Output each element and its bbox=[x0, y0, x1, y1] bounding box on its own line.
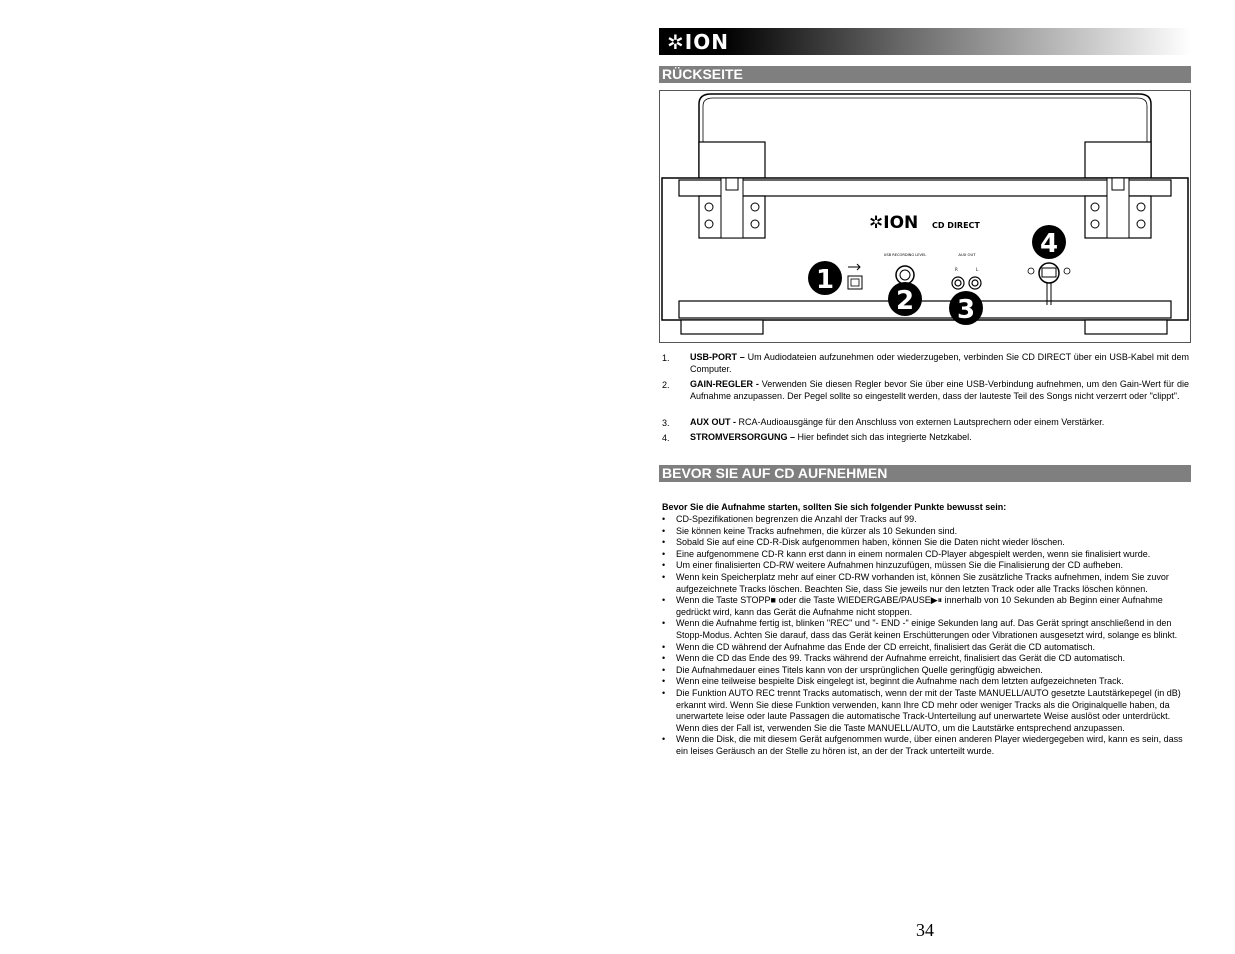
aux-out-label: AUX OUT bbox=[958, 252, 976, 257]
list-item: • Die Funktion AUTO REC trennt Tracks automatisch, wenn der mit der Taste MANUELL/AUTO gesetzte Lautstärkepegel (in dB) erkannt wird. Wenn Sie diese Funktion verwenden, kann Ihre CD mehr oder weniger Tracks als die Originalquelle haben, da unerwartete leise oder laute Passagen die automatische Track-Unterteilung auf unerwartete Weise auslöst oder unterdrückt. Wenn dies der Fall ist, verwenden Sie die Taste MANUELL/AUTO, um die Lautstärke entsprechend anzupassen. bbox=[662, 688, 1189, 734]
list-item: • Um einer finalisierten CD-RW weitere Aufnahmen hinzuzufügen, müssen Sie die Finalisierung der CD aufheben. bbox=[662, 560, 1189, 572]
item-4-description: Hier befindet sich das integrierte Netzkabel. bbox=[795, 432, 972, 442]
list-item: • Eine aufgenommene CD-R kann erst dann in einem normalen CD-Player abgespielt werden, wenn sie finalisiert wurde. bbox=[662, 549, 1189, 561]
item-3-description: RCA-Audioausgänge für den Anschluss von externen Lautsprechern oder einem Verstärker. bbox=[736, 417, 1105, 427]
list-item: • Wenn kein Speicherplatz mehr auf einer CD-RW vorhanden ist, können Sie zusätzliche Tracks aufnehmen, indem Sie zuvor aufgezeichnete Tracks löschen. Beachten Sie, dass Sie jeweils nur den letzten Track oder alle Tracks löschen können. bbox=[662, 572, 1189, 595]
list-item: • Wenn die Aufnahme fertig ist, blinken "REC" und "- END -" einige Sekunden lang auf. Das Gerät springt anschließend in den Stopp-Modus. Achten Sie darauf, dass das Gerät keinen Erschütterungen oder Vibrationen ausgesetzt wird, solange es blinkt. bbox=[662, 618, 1189, 641]
svg-text:1: 1 bbox=[815, 265, 835, 295]
callout-4 bbox=[1032, 225, 1066, 259]
panel-product-name: CD DIRECT bbox=[932, 221, 980, 230]
section-title-before-recording: BEVOR SIE AUF CD AUFNEHMEN bbox=[659, 465, 1191, 482]
item-1-description: Um Audiodateien aufzunehmen oder wiederzugeben, verbinden Sie CD DIRECT über ein USB-Kabel mit dem Computer. bbox=[690, 352, 1189, 374]
list-item: • Die Aufnahmedauer eines Titels kann von der ursprünglichen Quelle geringfügig abweichen. bbox=[662, 665, 1189, 677]
item-3-label: AUX OUT - bbox=[690, 417, 736, 427]
list-item: • CD-Spezifikationen begrenzen die Anzahl der Tracks auf 99. bbox=[662, 514, 1189, 526]
list-item: • Sie können keine Tracks aufnehmen, die kürzer als 10 Sekunden sind. bbox=[662, 526, 1189, 538]
item-2-number: 2. bbox=[662, 380, 670, 390]
callout-1 bbox=[808, 261, 842, 295]
section-title-rear: RÜCKSEITE bbox=[659, 66, 1191, 83]
callout-2 bbox=[888, 282, 922, 316]
list-item: • Wenn eine teilweise bespielte Disk eingelegt ist, beginnt die Aufnahme nach dem letzten aufgezeichneten Track. bbox=[662, 676, 1189, 688]
item-4-label: STROMVERSORGUNG – bbox=[690, 432, 796, 442]
rca-left-label: L bbox=[976, 267, 979, 272]
list-item: • Wenn die CD das Ende des 99. Tracks während der Aufnahme erreicht, finalisiert das Gerät die CD automatisch. bbox=[662, 653, 1189, 665]
item-4-text bbox=[690, 432, 1189, 444]
item-3-text bbox=[690, 417, 1189, 429]
list-item: • Sobald Sie auf eine CD-R-Disk aufgenommen haben, können Sie die Daten nicht wieder löschen. bbox=[662, 537, 1189, 549]
svg-text:4: 4 bbox=[1039, 229, 1059, 259]
page-number: 34 bbox=[916, 920, 934, 940]
bullet-list bbox=[662, 514, 1189, 757]
panel-logo: ✲ION bbox=[869, 213, 919, 233]
callout-3 bbox=[949, 291, 983, 325]
list-item: • Wenn die CD während der Aufnahme das Ende der CD erreicht, finalisiert das Gerät die CD automatisch. bbox=[662, 642, 1189, 654]
item-1-text bbox=[690, 352, 1189, 375]
item-2-text bbox=[690, 379, 1189, 402]
item-1-label: USB-PORT – bbox=[690, 352, 745, 362]
svg-text:3: 3 bbox=[956, 295, 976, 325]
usb-level-label: USB RECORDING LEVEL bbox=[883, 253, 927, 257]
item-2-description: Verwenden Sie diesen Regler bevor Sie über eine USB-Verbindung aufnehmen, um den Gain-Wert für die Aufnahme anzupassen. Der Pegel sollte so eingestellt werden, dass der lauteste Teil des Songs nicht verzerrt oder "clippt". bbox=[690, 379, 1189, 401]
list-item: • Wenn die Disk, die mit diesem Gerät aufgenommen wurde, über einen anderen Player wiedergegeben wird, kann es sein, dass ein leises Geräusch an der Stelle zu hören ist, an der der Track unterteilt wurde. bbox=[662, 734, 1189, 757]
rca-right-label: R bbox=[955, 267, 958, 272]
svg-text:2: 2 bbox=[895, 286, 915, 316]
item-4-number: 4. bbox=[662, 433, 670, 443]
brand-logo-bar bbox=[659, 28, 1191, 55]
item-1-number: 1. bbox=[662, 353, 670, 363]
list-item: • Wenn die Taste STOPP■ oder die Taste WIEDERGABE/PAUSE▶⏸ innerhalb von 10 Sekunden ab Beginn einer Aufnahme gedrückt wird, kann das Gerät die Aufnahme nicht stoppen. bbox=[662, 595, 1189, 618]
intro-text: Bevor Sie die Aufnahme starten, sollten Sie sich folgender Punkte bewusst sein: bbox=[662, 502, 1007, 512]
item-2-label: GAIN-REGLER - bbox=[690, 379, 759, 389]
item-3-number: 3. bbox=[662, 418, 670, 428]
brand-logo: ✲ION bbox=[667, 30, 729, 54]
rear-panel-illustration bbox=[659, 90, 1191, 343]
